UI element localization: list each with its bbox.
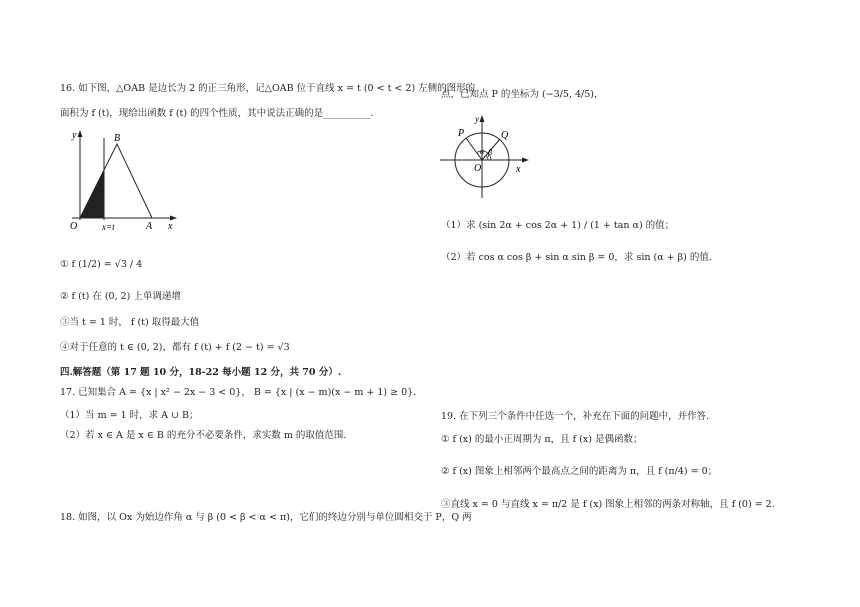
- fig16-xt-label: x=t: [102, 222, 115, 232]
- fig18-P-label: P: [458, 128, 465, 139]
- fig18-x-label: x: [516, 164, 521, 175]
- q16-line2: 面积为 f (t)，现给出函数 f (t) 的四个性质，其中说法正确的是__________.: [60, 108, 374, 119]
- q18-part2: （2）若 cos α cos β + sin α sin β = 0，求 sin (α + β) 的值.: [441, 252, 712, 263]
- fig16-A-label: A: [146, 221, 153, 232]
- unit-circle-figure: [436, 112, 532, 202]
- q19-condition2: ② f (x) 图象上相邻两个最高点之间的距离为 π，且 f (π/4) = 0；: [441, 466, 718, 477]
- q16-option4: ④对于任意的 t ∈ (0, 2)，都有 f (t) + f (2 − t) = √3: [60, 342, 290, 353]
- fig16-y-label: y: [72, 130, 77, 141]
- fig16-x-label: x: [168, 221, 173, 232]
- q18-continuation: 点，已知点 P 的坐标为 (−3/5, 4/5)，: [441, 89, 604, 100]
- fig18-y-label: y: [475, 114, 479, 124]
- fig18-alpha-label: α: [480, 147, 485, 156]
- q19-condition1: ① f (x) 的最小正周期为 π，且 f (x) 是偶函数；: [441, 434, 643, 445]
- q16-option3: ③当 t = 1 时， f (t) 取得最大值: [60, 317, 200, 328]
- triangle-figure: [62, 128, 182, 236]
- fig18-O-label: O: [474, 163, 482, 174]
- q18-line1: 18. 如图，以 Ox 为始边作角 α 与 β (0 < β < α < π)，它们的终边分别与单位圆相交于 P，Q 两: [60, 512, 472, 523]
- q16-option2: ② f (t) 在 (0, 2) 上单调递增: [60, 291, 181, 302]
- fig18-Q-label: Q: [501, 130, 509, 141]
- q17-part1: （1）当 m = 1 时，求 A ∪ B；: [60, 410, 199, 421]
- q19-condition3: ③直线 x = 0 与直线 x = π/2 是 f (x) 图象上相邻的两条对称轴，且 f (0) = 2.: [441, 499, 775, 510]
- fig16-O-label: O: [70, 221, 78, 232]
- fig18-beta-label: β: [488, 148, 492, 157]
- section-4-heading: 四.解答题（第 17 题 10 分，18-22 每小题 12 分，共 70 分）.: [60, 367, 342, 378]
- fig16-B-label: B: [114, 133, 121, 144]
- q16-option1: ① f (1/2) = √3 / 4: [60, 259, 143, 270]
- q17-line1: 17. 已知集合 A = {x | x² − 2x − 3 < 0}， B = {x | (x − m)(x − m + 1) ≥ 0}.: [60, 387, 417, 398]
- q19-line1: 19. 在下列三个条件中任选一个，补充在下面的问题中，并作答.: [441, 411, 710, 422]
- q16-line1: 16. 如下图，△OAB 是边长为 2 的正三角形，记△OAB 位于直线 x = t (0 < t < 2) 左侧的图形的: [60, 83, 476, 94]
- q18-part1: （1）求 (sin 2α + cos 2α + 1) / (1 + tan α) 的值；: [441, 220, 675, 231]
- q17-part2: （2）若 x ∈ A 是 x ∈ B 的充分不必要条件，求实数 m 的取值范围.: [60, 430, 347, 441]
